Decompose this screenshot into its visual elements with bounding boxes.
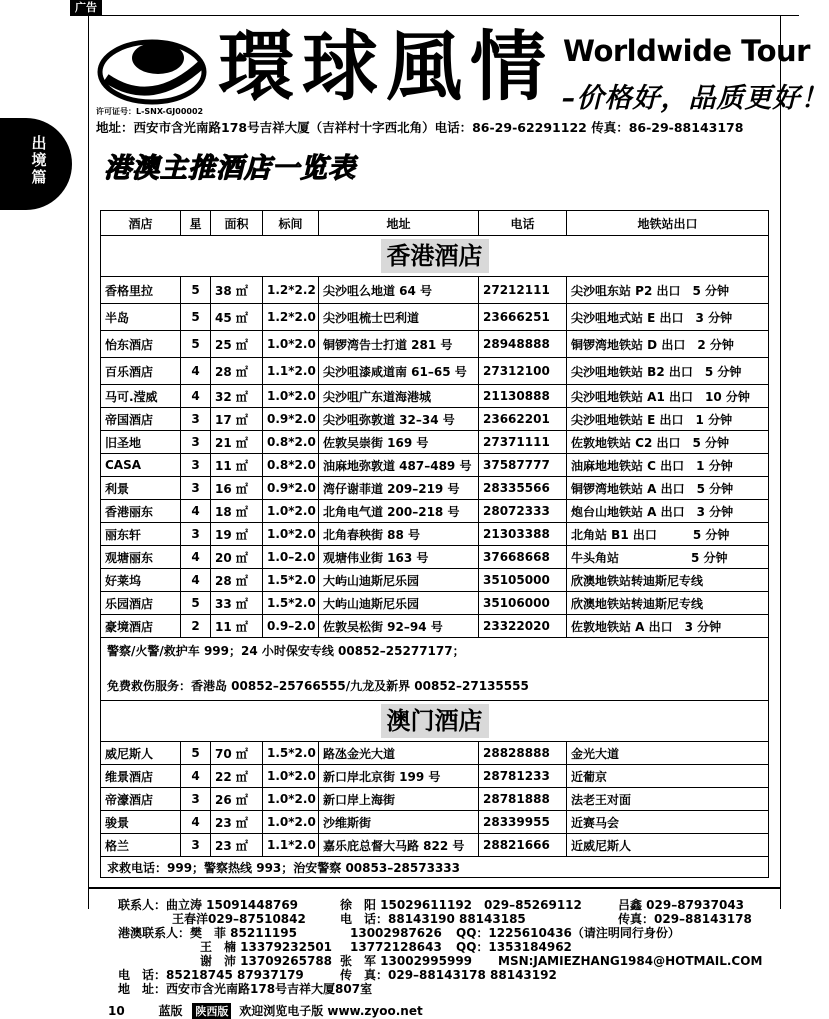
table-cell: 维景酒店 [101,765,181,788]
table-row [101,500,769,523]
table-cell: 3 [181,454,211,477]
table-row [101,811,769,834]
table-cell: 23 ㎡ [211,834,263,857]
hk-section-title: 香港酒店 [381,239,489,273]
table-cell: 4 [181,569,211,592]
table-cell: 16 ㎡ [211,477,263,500]
table-row [101,477,769,500]
table-cell: 丽东轩 [101,523,181,546]
table-cell: 尖沙咀梳士巴利道 [319,304,479,331]
table-cell: 路氹金光大道 [319,742,479,765]
brand-english-name: Worldwide Tour [563,34,810,68]
table-cell: 1.0*2.0 [263,331,319,358]
contact-text: 王 楠 13379232501 [200,940,333,954]
table-cell: 4 [181,385,211,408]
globe-logo-icon [96,28,210,108]
table-cell: 近威尼斯人 [567,834,769,857]
table-cell: 28781888 [479,788,567,811]
contact-block [118,898,763,996]
table-cell: 豪境酒店 [101,615,181,638]
table-cell: 37668668 [479,546,567,569]
table-cell: 尖沙咀弥敦道 32–34 号 [319,408,479,431]
column-header: 地铁站出口 [567,211,769,236]
table-cell: 1.0*2.0 [263,523,319,546]
table-cell: 1.2*2.0 [263,304,319,331]
table-cell: 20 ㎡ [211,546,263,569]
table-cell: 观塘丽东 [101,546,181,569]
contact-text: 13772128643 [350,940,442,954]
table-cell: CASA [101,454,181,477]
table-cell: 0.9–2.0 [263,615,319,638]
table-cell: 5 [181,304,211,331]
table-cell: 11 ㎡ [211,454,263,477]
table-cell: 尖沙咀么地道 64 号 [319,277,479,304]
table-cell: 4 [181,500,211,523]
table-cell: 铜锣湾地铁站 A 出口 5 分钟 [567,477,769,500]
table-cell: 1.0*2.0 [263,500,319,523]
contact-row [118,982,758,996]
contact-row [118,898,758,912]
table-cell: 北角春秧街 88 号 [319,523,479,546]
table-row [101,408,769,431]
table-cell: 3 [181,431,211,454]
table-header-row [101,211,769,236]
section-side-tab [0,118,72,210]
table-cell: 欣澳地铁站转迪斯尼专线 [567,569,769,592]
table-cell: 37587777 [479,454,567,477]
table-cell: 法老王对面 [567,788,769,811]
table-cell: 1.0*2.0 [263,765,319,788]
table-cell: 1.0*2.0 [263,788,319,811]
table-cell: 23322020 [479,615,567,638]
table-cell: 28948888 [479,331,567,358]
contact-text: 地 址：西安市含光南路178号吉祥大厦807室 [118,982,373,996]
contact-text: 港澳联系人：樊 菲 85211195 [118,926,297,940]
table-cell: 23 ㎡ [211,811,263,834]
table-cell: 尖沙咀地铁站 B2 出口 5 分钟 [567,358,769,385]
contact-text: 13002987626 [350,926,442,940]
table-cell: 北角电气道 200–218 号 [319,500,479,523]
table-cell: 28 ㎡ [211,569,263,592]
table-cell: 1.2*2.2 [263,277,319,304]
table-cell: 乐园酒店 [101,592,181,615]
table-cell: 嘉乐庇总督大马路 822 号 [319,834,479,857]
hotel-table [100,210,769,878]
table-cell: 铜锣湾地铁站 D 出口 2 分钟 [567,331,769,358]
table-row [101,788,769,811]
table-row [101,331,769,358]
table-cell: 近赛马会 [567,811,769,834]
agency-address-line: 地址：西安市含光南路178号吉祥大厦（吉祥村十字西北角）电话：86-29-62291122 传真：86-29-88143178 [96,120,744,135]
side-tab-label: 出境篇 [31,134,47,186]
footer-tagline[interactable]: 欢迎浏览电子版 www.zyoo.net [239,1004,423,1018]
table-cell: 19 ㎡ [211,523,263,546]
contact-text: QQ：1225610436（请注明同行身份） [456,926,680,940]
contact-text: 传真：029–88143178 [618,912,752,926]
macau-section-title: 澳门酒店 [381,704,489,738]
hk-ambulance-note: 免费救伤服务：香港岛 00852–25766555/九龙及新界 00852–27135555 [107,679,529,693]
table-cell: 0.9*2.0 [263,408,319,431]
table-cell: 11 ㎡ [211,615,263,638]
table-cell: 1.0*2.0 [263,385,319,408]
table-cell: 1.5*2.0 [263,592,319,615]
table-cell: 1.5*2.0 [263,569,319,592]
table-cell: 大屿山迪斯尼乐园 [319,569,479,592]
table-cell: 尖沙咀漆咸道南 61–65 号 [319,358,479,385]
table-cell: 3 [181,408,211,431]
table-cell: 铜锣湾告士打道 281 号 [319,331,479,358]
page-number: 10 [108,1004,125,1018]
table-cell: 26 ㎡ [211,788,263,811]
table-row [101,615,769,638]
column-header: 酒店 [101,211,181,236]
table-cell: 马可.滢威 [101,385,181,408]
table-cell: 33 ㎡ [211,592,263,615]
table-cell: 3 [181,834,211,857]
table-row [101,592,769,615]
table-row [101,304,769,331]
table-cell: 佐敦地铁站 C2 出口 5 分钟 [567,431,769,454]
contact-text: 电 话：88143190 88143185 [340,912,526,926]
table-cell: 28339955 [479,811,567,834]
table-row [101,454,769,477]
table-cell: 18 ㎡ [211,500,263,523]
table-cell: 半岛 [101,304,181,331]
table-cell: 23662201 [479,408,567,431]
hk-emergency-note: 警察/火警/救护车 999；24 小时保安专线 00852–25277177； [107,644,465,658]
table-cell: 帝濠酒店 [101,788,181,811]
table-cell: 22 ㎡ [211,765,263,788]
table-cell: 观塘伟业街 163 号 [319,546,479,569]
table-cell: 28781233 [479,765,567,788]
table-cell: 0.8*2.0 [263,431,319,454]
table-cell: 尖沙咀地铁站 A1 出口 10 分钟 [567,385,769,408]
hk-notes-row [101,638,769,701]
table-cell: 35105000 [479,569,567,592]
table-cell: 威尼斯人 [101,742,181,765]
contact-text: 联系人：曲立涛 15091448769 [118,898,299,912]
table-cell: 尖沙咀地式站 E 出口 3 分钟 [567,304,769,331]
license-number: 许可证号：L-SNX-GJ00002 [96,107,204,116]
contact-row [118,954,763,968]
table-cell: 欣澳地铁站转迪斯尼专线 [567,592,769,615]
table-cell: 油麻地地铁站 C 出口 1 分钟 [567,454,769,477]
contact-row [118,912,758,926]
table-cell: 25 ㎡ [211,331,263,358]
table-row [101,431,769,454]
contact-text: MSN:JAMIEZHANG1984@HOTMAIL.COM [498,954,763,968]
contact-row [118,940,758,954]
table-cell: 21303388 [479,523,567,546]
ad-tag: 广告 [70,0,102,15]
brand-slogan: –价格好，品质更好！ [562,83,829,114]
macau-section-row [101,701,769,742]
table-cell: 1.0–2.0 [263,546,319,569]
table-cell: 4 [181,811,211,834]
table-cell: 帝国酒店 [101,408,181,431]
table-cell: 70 ㎡ [211,742,263,765]
table-cell: 3 [181,477,211,500]
table-cell: 3 [181,523,211,546]
table-cell: 格兰 [101,834,181,857]
table-cell: 新口岸北京街 199 号 [319,765,479,788]
table-cell: 3 [181,788,211,811]
table-cell: 27371111 [479,431,567,454]
table-cell: 28335566 [479,477,567,500]
table-cell: 新口岸上海街 [319,788,479,811]
contact-text: 吕鑫 029–87937043 [618,898,745,912]
table-row [101,742,769,765]
contact-text: QQ：1353184962 [456,940,572,954]
table-row [101,765,769,788]
column-header: 面积 [211,211,263,236]
table-cell: 23666251 [479,304,567,331]
column-header: 星 [181,211,211,236]
table-cell: 4 [181,765,211,788]
table-cell: 1.0*2.0 [263,811,319,834]
table-cell: 百乐酒店 [101,358,181,385]
contact-text: 王春洋029–87510842 [172,912,306,926]
table-cell: 旧圣地 [101,431,181,454]
table-cell: 28821666 [479,834,567,857]
table-cell: 1.1*2.0 [263,834,319,857]
table-row [101,546,769,569]
table-cell: 28828888 [479,742,567,765]
table-cell: 沙维斯街 [319,811,479,834]
table-note: 求救电话：999；警察热线 993；治安警察 00853–28573333 [101,857,769,878]
page-footer [108,1002,423,1019]
table-cell: 45 ㎡ [211,304,263,331]
table-cell: 0.8*2.0 [263,454,319,477]
hk-section-row [101,236,769,277]
table-cell: 1.1*2.0 [263,358,319,385]
contact-text: 张 军 13002995999 [340,954,473,968]
table-cell: 21 ㎡ [211,431,263,454]
brand-chinese-name: 環球風情 [218,22,554,111]
table-cell: 利景 [101,477,181,500]
table-cell: 27312100 [479,358,567,385]
column-header: 标间 [263,211,319,236]
table-cell: 近葡京 [567,765,769,788]
edition-badge: 陕西版 [192,1003,231,1019]
table-cell: 北角站 B1 出口 5 分钟 [567,523,769,546]
table-cell: 4 [181,358,211,385]
table-cell: 骏景 [101,811,181,834]
table-cell: 香格里拉 [101,277,181,304]
table-cell: 5 [181,277,211,304]
table-cell: 好莱坞 [101,569,181,592]
table-cell: 0.9*2.0 [263,477,319,500]
table-cell: 怡东酒店 [101,331,181,358]
table-row [101,834,769,857]
table-cell: 金光大道 [567,742,769,765]
table-cell: 炮台山地铁站 A 出口 3 分钟 [567,500,769,523]
table-cell: 5 [181,331,211,358]
table-cell: 17 ㎡ [211,408,263,431]
table-cell: 香港丽东 [101,500,181,523]
table-cell: 佐敦地铁站 A 出口 3 分钟 [567,615,769,638]
table-cell: 28 ㎡ [211,358,263,385]
table-cell: 油麻地弥敦道 487–489 号 [319,454,479,477]
table-row [101,523,769,546]
table-row [101,358,769,385]
table-cell: 尖沙咀东站 P2 出口 5 分钟 [567,277,769,304]
table-cell: 2 [181,615,211,638]
table-cell: 佐敦吴松街 92–94 号 [319,615,479,638]
contact-text: 徐 阳 15029611192 029–85269112 [340,898,582,912]
table-cell: 35106000 [479,592,567,615]
table-cell: 牛头角站 5 分钟 [567,546,769,569]
table-row [101,385,769,408]
table-cell: 32 ㎡ [211,385,263,408]
table-cell: 27212111 [479,277,567,304]
page-title: 港澳主推酒店一览表 [104,153,356,184]
table-cell: 5 [181,592,211,615]
table-cell: 28072333 [479,500,567,523]
table-cell: 21130888 [479,385,567,408]
contact-text: 电 话：85218745 87937179 [118,968,304,982]
table-note-row [101,857,769,878]
table-cell: 38 ㎡ [211,277,263,304]
bottom-rule [88,887,781,889]
table-cell: 5 [181,742,211,765]
table-cell: 大屿山迪斯尼乐园 [319,592,479,615]
table-cell: 佐敦吴崇街 169 号 [319,431,479,454]
edition-label: 蓝版 [158,1004,183,1018]
column-header: 电话 [479,211,567,236]
table-cell: 湾仔谢菲道 209–219 号 [319,477,479,500]
contact-row [118,926,758,940]
table-cell: 4 [181,546,211,569]
table-cell: 尖沙咀广东道海港城 [319,385,479,408]
contact-text: 传 真：029–88143178 88143192 [340,968,557,982]
column-header: 地址 [319,211,479,236]
table-cell: 尖沙咀地铁站 E 出口 1 分钟 [567,408,769,431]
contact-row [118,968,758,982]
table-row [101,277,769,304]
table-cell: 1.5*2.0 [263,742,319,765]
table-row [101,569,769,592]
contact-text: 谢 沛 13709265788 [200,954,333,968]
